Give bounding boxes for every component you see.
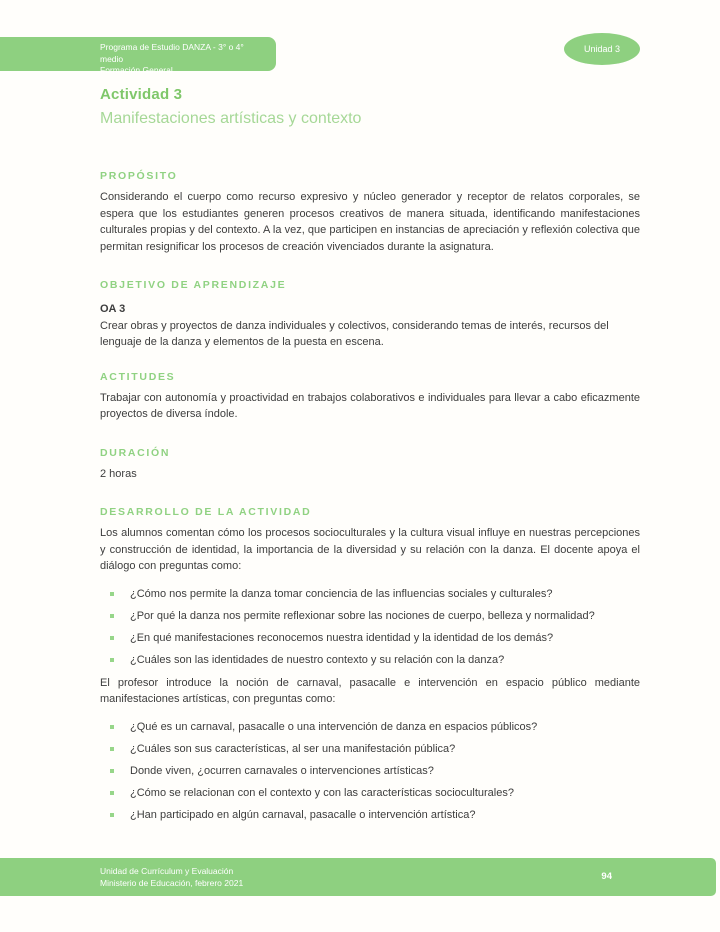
list-item-text: ¿Cuáles son las identidades de nuestro contexto y su relación con la danza? [130,653,505,666]
page-number: 94 [601,871,612,882]
desarrollo-intro-1: Los alumnos comentan cómo los procesos socioculturales y la cultura visual influye en nuestras percepciones y construcción de identidad, la importancia de la diversidad y su relación con la danza. El docente apoya el diálogo con preguntas como: [100,527,640,572]
oa-label: OA 3 [100,303,126,315]
footer-line1: Unidad de Currículum y Evaluación [100,866,234,876]
header-program-banner [0,37,276,75]
bullet-square-icon [110,636,114,640]
section-heading-desarrollo: DESARROLLO DE LA ACTIVIDAD [100,506,312,518]
unit-badge-label: Unidad 3 [583,44,621,54]
list-item-text: ¿Qué es un carnaval, pasacalle o una intervención de danza en espacios públicos? [130,720,538,733]
header-program-line2: Formación General [100,65,173,75]
list-item-text: ¿Cuáles son sus características, al ser una manifestación pública? [130,742,456,755]
proposito-body: Considerando el cuerpo como recurso expresivo y núcleo generador y receptor de relatos corporales, se espera que los estudiantes generen procesos creativos de manera situada, identificando manifestaciones culturales propias y del contexto. A la vez, que participen en instancias de apreciación y reflexión colectiva que permitan resignificar los procesos de creación vivenciados durante la asignatura. [100,191,640,253]
list-item [110,807,640,823]
content-column [100,86,640,829]
bullet-square-icon [110,614,114,618]
desarrollo-intro-2: El profesor introduce la noción de carnaval, pasacalle e intervención en espacio público mediante manifestaciones artísticas, con preguntas como: [100,676,640,705]
duracion-body: 2 horas [100,467,137,480]
section-heading-proposito: PROPÓSITO [100,170,178,182]
footer-credits [100,865,243,889]
question-list-1 [100,586,640,668]
footer-line2: Ministerio de Educación, febrero 2021 [100,878,244,888]
list-item-text: ¿En qué manifestaciones reconocemos nuestra identidad y la identidad de los demás? [130,631,554,644]
objetivo-body: Crear obras y proyectos de danza individuales y colectivos, considerando temas de interés, recursos del lenguaje de la danza y elementos de la puesta en escena. [100,319,609,348]
list-item [110,763,640,779]
list-item [110,785,640,801]
list-item [110,608,640,624]
bullet-square-icon [110,592,114,596]
section-heading-objetivo: OBJETIVO DE APRENDIZAJE [100,279,287,291]
activity-subtitle: Manifestaciones artísticas y contexto [100,110,362,127]
footer-bar [0,858,716,896]
question-list-2 [100,719,640,823]
section-heading-duracion: DURACIÓN [100,446,171,459]
list-item-text: ¿Cómo nos permite la danza tomar conciencia de las influencias sociales y culturales? [130,587,553,600]
bullet-square-icon [110,747,114,751]
list-item [110,741,640,757]
bullet-square-icon [110,813,114,817]
bullet-square-icon [110,769,114,773]
header-program-line1: Programa de Estudio DANZA - 3° o 4° medio [100,42,244,64]
list-item-text: ¿Por qué la danza nos permite reflexionar sobre las nociones de cuerpo, belleza y normalidad? [130,609,595,622]
list-item-text: ¿Han participado en algún carnaval, pasacalle o intervención artística? [130,808,476,821]
bullet-square-icon [110,725,114,729]
unit-badge [564,33,640,65]
list-item-text: Donde viven, ¿ocurren carnavales o intervenciones artísticas? [130,764,434,777]
list-item [110,719,640,735]
section-heading-actitudes: ACTITUDES [100,370,176,383]
list-item [110,630,640,646]
list-item-text: ¿Cómo se relacionan con el contexto y con las características socioculturales? [130,786,514,799]
actitudes-body: Trabajar con autonomía y proactividad en trabajos colaborativos e individuales para llevar a cabo eficazmente proyectos de diversa índole. [100,391,640,420]
bullet-square-icon [110,791,114,795]
list-item [110,586,640,602]
activity-title: Actividad 3 [100,86,183,103]
bullet-square-icon [110,658,114,662]
list-item [110,652,640,668]
